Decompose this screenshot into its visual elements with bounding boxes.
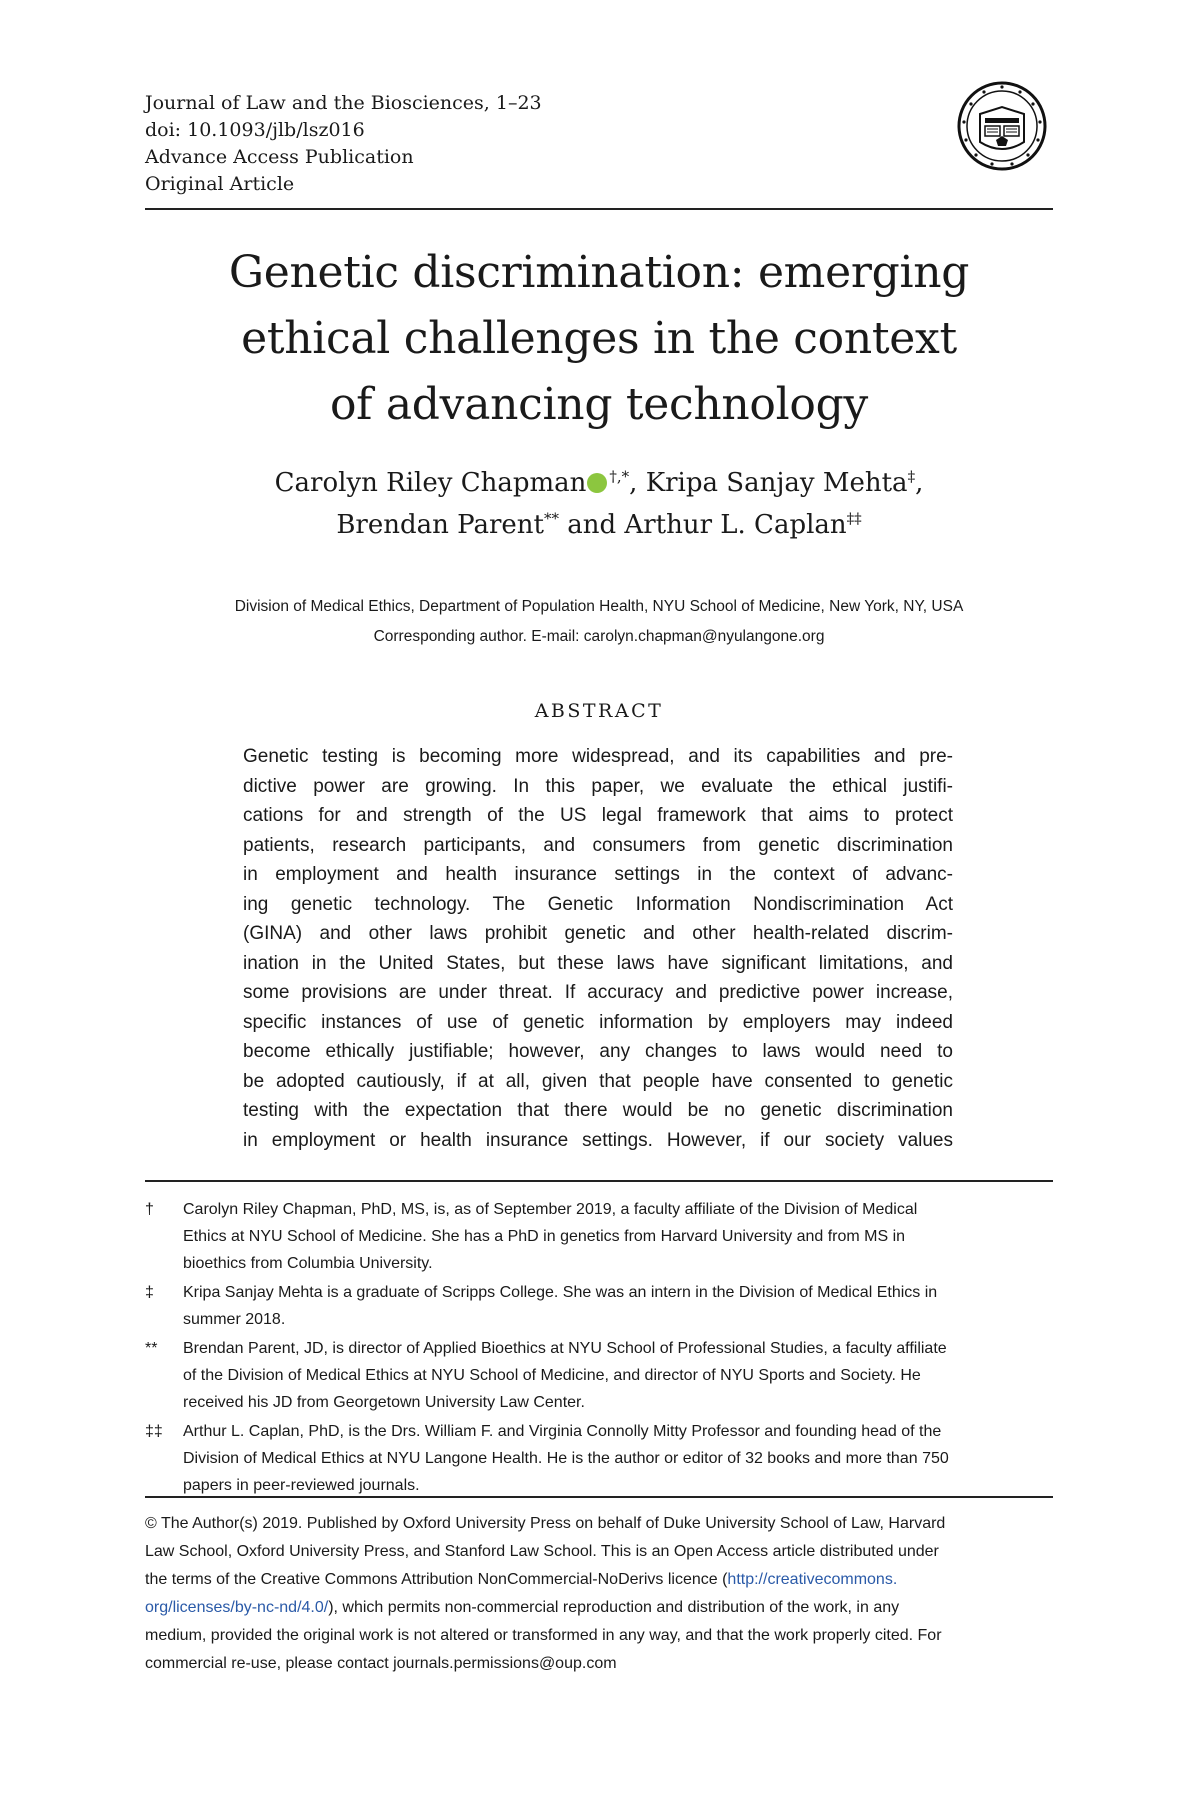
copyright-line: the terms of the Creative Commons Attribution NonCommercial-NoDerivs licence ( bbox=[145, 1571, 728, 1588]
abstract-line: (GINA) and other laws prohibit genetic and other health-related discrim- bbox=[243, 923, 953, 944]
footnote-line: Carolyn Riley Chapman, PhD, MS, is, as of September 2019, a faculty affiliate of the Division of Medical bbox=[183, 1201, 918, 1218]
title-line: of advancing technology bbox=[329, 379, 868, 430]
footnote-mark: ** bbox=[145, 1340, 158, 1357]
author-name: Brendan Parent bbox=[336, 510, 544, 540]
copyright-line: © The Author(s) 2019. Published by Oxford University Press on behalf of Duke University School of Law, Harvard bbox=[145, 1515, 946, 1532]
doi: doi: 10.1093/jlb/lsz016 bbox=[145, 119, 365, 141]
orcid-icon[interactable] bbox=[587, 473, 607, 493]
footnote-line: Arthur L. Caplan, PhD, is the Drs. William F. and Virginia Connolly Mitty Professor and founding head of the bbox=[183, 1423, 942, 1440]
footnote-line: of the Division of Medical Ethics at NYU School of Medicine, and director of NYU Sports and Society. He bbox=[183, 1367, 921, 1384]
author-marks: ** bbox=[544, 509, 559, 528]
footnote-rule bbox=[145, 1180, 1053, 1182]
footnote-line: papers in peer-reviewed journals. bbox=[183, 1477, 420, 1494]
author-name: Carolyn Riley Chapman bbox=[274, 468, 587, 498]
journal-meta bbox=[145, 90, 542, 198]
affiliation-line: Division of Medical Ethics, Department of Population Health, NYU School of Medicine, New York, NY, USA bbox=[234, 598, 964, 615]
abstract-line: cations for and strength of the US legal framework that aims to protect bbox=[243, 805, 953, 826]
footnote-line: Kripa Sanjay Mehta is a graduate of Scripps College. She was an intern in the Division of Medical Ethics in bbox=[183, 1284, 938, 1301]
author-marks: †,* bbox=[609, 467, 630, 486]
license-link[interactable]: http://creativecommons. bbox=[727, 1571, 898, 1588]
author-marks: ‡‡ bbox=[846, 509, 862, 528]
affiliation bbox=[145, 592, 1053, 652]
abstract-line: patients, research participants, and consumers from genetic discrimination bbox=[243, 834, 953, 856]
footnote-line: summer 2018. bbox=[183, 1311, 286, 1328]
footnote-line: bioethics from Columbia University. bbox=[183, 1255, 433, 1272]
abstract-line: be adopted cautiously, if at all, given that people have consented to genetic bbox=[243, 1070, 953, 1092]
abstract-line: specific instances of use of genetic information by employers may indeed bbox=[243, 1011, 953, 1033]
title-line: Genetic discrimination: emerging bbox=[228, 247, 970, 298]
footnote-line: received his JD from Georgetown University Law Center. bbox=[183, 1394, 585, 1411]
abstract-line: in employment and health insurance settings in the context of advanc- bbox=[243, 864, 953, 885]
footnote-mark: ‡ bbox=[145, 1284, 154, 1301]
copyright-line: ), which permits non-commercial reproduction and distribution of the work, in any bbox=[328, 1599, 900, 1616]
abstract-line: testing with the expectation that there would be no genetic discrimination bbox=[243, 1100, 953, 1121]
footnote bbox=[145, 1279, 1053, 1333]
license-link[interactable]: org/licenses/by-nc-nd/4.0/ bbox=[145, 1599, 329, 1616]
corresponding-label: Corresponding author. E-mail: bbox=[373, 628, 580, 645]
copyright-notice bbox=[145, 1510, 1053, 1678]
author-list: Carolyn Riley Chapman †,*, Kripa Sanjay Mehta‡, Brendan Parent** and Arthur L. Caplan‡‡ bbox=[274, 467, 924, 540]
footnote-mark: ‡‡ bbox=[145, 1423, 163, 1440]
abstract-line: Genetic testing is becoming more widespread, and its capabilities and pre- bbox=[243, 746, 953, 767]
footnotes bbox=[145, 1196, 1053, 1501]
header-rule bbox=[145, 208, 1053, 210]
article-type: Original Article bbox=[145, 173, 295, 195]
footnote-mark: † bbox=[145, 1201, 154, 1218]
author-name: Kripa Sanjay Mehta bbox=[645, 468, 908, 498]
journal-citation: Journal of Law and the Biosciences, 1–23 bbox=[145, 92, 542, 114]
footnote-line: Ethics at NYU School of Medicine. She has a PhD in genetics from Harvard University and from MS in bbox=[183, 1228, 906, 1245]
title-line: ethical challenges in the context bbox=[241, 313, 957, 364]
author-name: Arthur L. Caplan bbox=[624, 510, 847, 540]
author-conjunction: and bbox=[567, 510, 617, 540]
footnote-line: Division of Medical Ethics at NYU Langone Health. He is the author or editor of 32 books and more than 750 bbox=[183, 1450, 949, 1467]
footnote bbox=[145, 1196, 1053, 1277]
access-status: Advance Access Publication bbox=[145, 146, 414, 168]
abstract-line: become ethically justifiable; however, any changes to laws would need to bbox=[243, 1041, 953, 1062]
abstract-line: in employment or health insurance settings. However, if our society values bbox=[243, 1129, 953, 1151]
footnote bbox=[145, 1418, 1053, 1499]
abstract-body bbox=[243, 742, 953, 1155]
copyright-rule bbox=[145, 1496, 1053, 1498]
copyright-line: medium, provided the original work is not altered or transformed in any way, and that the work properly cited. For bbox=[145, 1627, 942, 1644]
author-marks: ‡ bbox=[907, 467, 916, 486]
abstract-line: some provisions are under threat. If accuracy and predictive power increase, bbox=[243, 982, 953, 1003]
corresponding-email[interactable]: carolyn.chapman@nyulangone.org bbox=[583, 628, 825, 645]
abstract-line: ing genetic technology. The Genetic Information Nondiscrimination Act bbox=[243, 893, 953, 915]
footnote bbox=[145, 1335, 1053, 1416]
footnote-line: Brendan Parent, JD, is director of Applied Bioethics at NYU School of Professional Studies, a faculty affiliate bbox=[183, 1340, 947, 1357]
university-seal-icon bbox=[956, 80, 1048, 172]
abstract-heading: ABSTRACT bbox=[534, 700, 664, 722]
abstract-line: ination in the United States, but these laws have significant limitations, and bbox=[243, 952, 953, 974]
abstract-line: dictive power are growing. In this paper, we evaluate the ethical justifi- bbox=[243, 775, 953, 797]
article-title bbox=[145, 240, 1053, 438]
copyright-line: commercial re-use, please contact journals.permissions@oup.com bbox=[145, 1655, 617, 1672]
copyright-line: Law School, Oxford University Press, and Stanford Law School. This is an Open Access article distributed under bbox=[145, 1543, 939, 1560]
